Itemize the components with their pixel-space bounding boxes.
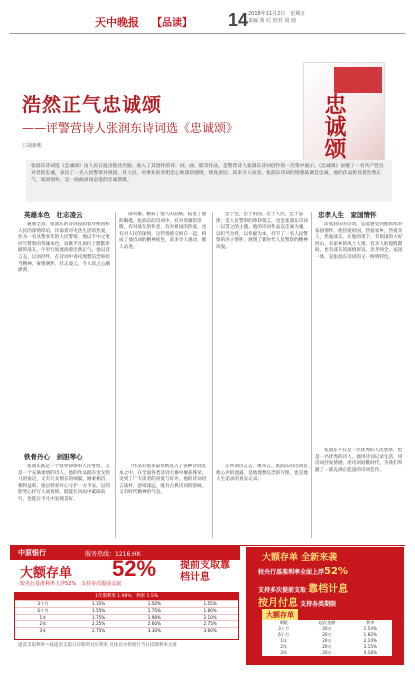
table-cell: 3.60% bbox=[203, 628, 217, 634]
ad-right-line2 bbox=[258, 580, 348, 595]
table-cell: 1.55% bbox=[203, 601, 217, 606]
header-divider bbox=[10, 33, 405, 34]
table-cell: 20万 bbox=[322, 638, 332, 643]
article-byline: 口刘新彬 bbox=[22, 143, 43, 149]
ad-right-line2-big: 靠档计息 bbox=[308, 584, 349, 595]
table-row bbox=[15, 620, 238, 627]
table-cell: 20万 bbox=[322, 650, 332, 655]
table-cell: 1.80% bbox=[203, 607, 217, 613]
table-cell: 3个月 bbox=[37, 601, 49, 606]
table-row bbox=[262, 650, 392, 656]
table-row bbox=[15, 600, 238, 607]
ad-product: 大额存单 bbox=[20, 566, 73, 581]
table-cell: 6个月 bbox=[278, 632, 290, 637]
column-divider bbox=[115, 212, 116, 538]
table-cell: 6个月 bbox=[37, 607, 49, 613]
table-cell: 3.30% bbox=[147, 628, 162, 634]
column2-text1: 部英雄。精彩了他人的品格，拓宽了他的胸襟，张润东的诗词中，有对英雄的崇敬，有对战友的怀念，有对祖国的热爱，也有对人民的深情，这些情感交织在一起，构成了他诗词的精神底色，读来令人感动，催人奋进。 bbox=[119, 212, 207, 250]
table-cell: 2年 bbox=[280, 644, 288, 649]
table-cell: 4.18% bbox=[363, 650, 377, 655]
table-cell: 1.35% bbox=[91, 601, 106, 606]
column1-text1: 通观全書，张润东的诗词浸润着对祖国和人民的深情厚谊，洋溢着对火热生活的热爱。作为一名从警多年的人民警察，他以手中之笔抒写警察的英雄本色，讴歌平凡岗位上默默奉献的战友，字里行间流淌着浩然正气。他以诗言志，以词抒怀，在诗词中寄托理想信念和担当精神，豪情满怀，壮志凌云，令人读之心潮澎湃。 bbox=[18, 222, 110, 274]
ad-right-title: 大额存单 全新来袭 bbox=[262, 553, 338, 563]
table-cell: 利率 bbox=[366, 620, 375, 625]
column-divider bbox=[212, 212, 213, 538]
ad-subline: 较央行基准利率上浮52% 支持多次提前支取 bbox=[20, 581, 122, 587]
bank-name: 中原银行 bbox=[18, 549, 46, 557]
column4-heading1: 忠孝人生 家国情怀 bbox=[318, 211, 377, 219]
table-cell: 20万 bbox=[322, 626, 332, 631]
table-cell: 2.10% bbox=[203, 614, 217, 620]
table-cell: 3个月 bbox=[278, 626, 290, 631]
ad-right-line3 bbox=[258, 594, 336, 609]
rate-table-header: 1年期利率 1.98% 利率 1.5% bbox=[15, 593, 238, 600]
column-divider bbox=[311, 212, 312, 538]
table-cell: 期限 bbox=[279, 620, 288, 625]
masthead: 天中晚报 bbox=[95, 16, 139, 29]
table-cell: 2.75% bbox=[203, 621, 217, 627]
column3-text1: 忠于党，忠于祖国，忠于人民，忠于法律，是人民警察的铮铮誓言，也是张润东诗词一以贯之的主题。他的诗词作品以忠诚为魂，以担当为骨，以奉献为本，抒写了一名人民警察的赤子情怀，展现了新时代人民警察的精神风貌。 bbox=[216, 212, 308, 250]
table-cell: 3年 bbox=[280, 650, 288, 655]
page-number: 14 bbox=[228, 10, 249, 30]
column4-text2: 张润东不仅是一名优秀的人民警察，也是一名优秀的诗人。他用诗词记录生活，用诗词抒发情感，用诗词讴歌时代，为我们奉献了一部充满正能量的诗词佳作。 bbox=[315, 448, 403, 473]
ad-right-line3-text: 支持各类期限 bbox=[300, 601, 337, 608]
column2-text2: （作品有很多篇章被选入了各种诗词选本之中，在全国各类诗词大赛中屡获殊荣，受到了广大读者的喜爱与好评。他的诗词语言质朴，意境深远，既有古典诗词的韵味，又有时代精神的气息。 bbox=[119, 464, 207, 496]
book-cover-title: 忠诚颂 bbox=[321, 93, 347, 159]
ad-rate: 52% bbox=[112, 556, 157, 581]
table-row bbox=[15, 614, 238, 621]
table-cell: 2.25% bbox=[91, 621, 106, 627]
section-label: 【品读】 bbox=[152, 18, 192, 29]
table-cell: 1年 bbox=[39, 614, 47, 620]
column1-heading1: 英雄本色 壮志凌云 bbox=[24, 211, 83, 219]
column1-text2: 张润东既是一个铁骨铮铮的人民警察，又是一个充满柔情的诗人。他的作品既有金戈铁马的豪迈，又有儿女情长的细腻，刚柔相济，相得益彰。他以铁骨丹心守护一方平安，以剑胆琴心抒写人间真情，既能在风雨中砥砺前行，也能在平凡中发现美好。 bbox=[18, 464, 110, 502]
table-cell: 1.82% bbox=[363, 632, 377, 637]
column1-heading2: 铁骨丹心 剑胆琴心 bbox=[24, 453, 83, 461]
table-cell: 1.50% bbox=[147, 601, 162, 606]
table-cell: 2年 bbox=[39, 621, 47, 627]
bank-phone: 服务热线：1216.HK bbox=[85, 551, 141, 558]
ad-right-line2-text: 支持多次提前支取 bbox=[258, 587, 307, 594]
ad-right-box-title: 大额存单 bbox=[262, 609, 298, 621]
ad-right-line1-big: 52% bbox=[324, 566, 348, 577]
intro-box: 张润东诗词选《忠诚颂》由人民日报出版社出版，收入了其创作的诗、词、曲、联等作品，是警营诗人张润东诗词创作的一次集中展示。《忠诚颂》讴歌了一名共产党员对党的忠诚，表达了一名人民警察对祖国、对人民、对事业的赤胆忠心和深厚感情，情真意切，读来令人动容。张润东诗词的情感基调是忠诚，他的作品彰显着浩然正气、家国情怀，是一曲曲昂扬奋进的忠诚赞歌。 bbox=[26, 160, 392, 202]
table-row bbox=[15, 607, 238, 614]
table-cell: 1.98% bbox=[147, 614, 162, 620]
column3-text2: 正所谓诗言志，歌永言。张润东的诗词是他心声的流露，是他理想信念的写照，也是他人生追求的真实记录。 bbox=[216, 464, 308, 483]
table-cell: 1.75% bbox=[91, 614, 106, 620]
table-cell: 起存金额 bbox=[318, 620, 336, 625]
ad-right-line3-big: 按月付息 bbox=[258, 598, 298, 609]
ad-right-line1-text: 较央行基准利率全面上浮 bbox=[258, 569, 325, 576]
table-cell: 3年 bbox=[39, 628, 47, 634]
ad-slogan: 提前支取靠档计息 bbox=[180, 560, 230, 583]
editor-text: 责编 黄 红 校对 周 雨 bbox=[248, 18, 296, 24]
table-cell: 2.75% bbox=[91, 628, 106, 634]
table-cell: 2.60% bbox=[147, 621, 162, 627]
flag-graphic bbox=[334, 67, 382, 93]
table-cell: 1.55% bbox=[91, 607, 106, 613]
article-subtitle: ——评警营诗人张润东诗词选《忠诚颂》 bbox=[22, 121, 239, 135]
table-cell: 1.54% bbox=[363, 626, 377, 631]
table-row bbox=[15, 627, 238, 634]
article-title: 浩然正气忠诚颂 bbox=[22, 94, 163, 116]
book-cover-image bbox=[303, 62, 385, 162]
ad-right-table bbox=[262, 620, 392, 656]
table-cell: 20万 bbox=[322, 644, 332, 649]
date-line bbox=[248, 11, 305, 25]
rate-table bbox=[14, 592, 239, 640]
table-cell: 2.10% bbox=[363, 638, 377, 643]
ad-footer: 提前支取利率＝按提前支取日存期所对应利率 具体以中原银行当日挂牌利率为准 bbox=[18, 643, 177, 648]
date-text: 2018年11月2日 星期五 bbox=[248, 11, 306, 17]
table-cell: 1年 bbox=[280, 638, 288, 643]
ad-right-line1 bbox=[258, 566, 348, 577]
column4-text1: 读张润东的诗词，总能感受到他浓浓的家国情怀。他热爱祖国，热爱家乡，热爱亲人，热爱战友。在他的笔下，有祖国的大好河山，有家乡的风土人情，有亲人的殷殷期盼，也有战友的深情厚谊。忠孝两全，家国一体，是张润东诗词的又一鲜明特色。 bbox=[315, 222, 403, 260]
table-cell: 20万 bbox=[322, 632, 332, 637]
table-cell: 1.75% bbox=[147, 607, 162, 613]
table-cell: 3.15% bbox=[363, 644, 377, 649]
